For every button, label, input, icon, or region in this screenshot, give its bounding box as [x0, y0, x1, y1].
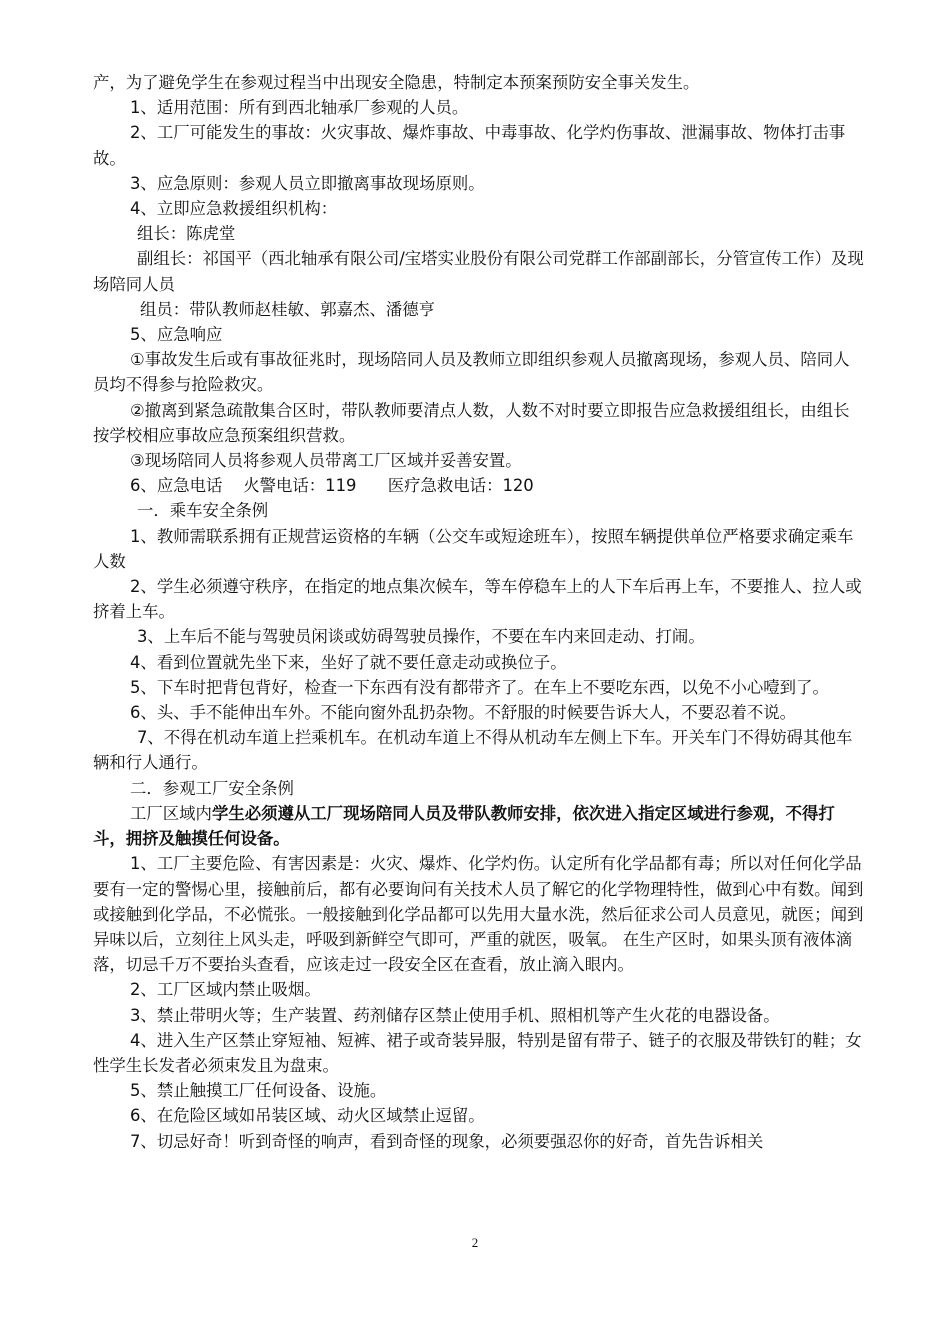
- paragraph-scope: 1、适用范围：所有到西北轴承厂参观的人员。: [130, 98, 469, 118]
- paragraph-response: 5、应急响应: [130, 325, 223, 345]
- paragraph-emergency-phones: 6、应急电话 火警电话：119 医疗急救电话：120: [130, 476, 534, 496]
- paragraph-factory-3: 3、禁止带明火等；生产装置、药剂储存区禁止使用手机、照相机等产生火花的电器设备。: [130, 1005, 780, 1025]
- paragraph-deputy-leader: 副组长：祁国平（西北轴承有限公司/宝塔实业股份有限公司党群工作部副部长，分管宣传工作）及现场陪同人员: [93, 249, 864, 294]
- paragraph-response-3: ③现场陪同人员将参观人员带离工厂区域并妥善安置。: [130, 451, 522, 471]
- paragraph-vehicle-2: 2、学生必须遵守秩序，在指定的地点集次候车，等车停稳车上的人下车后再上车，不要推人、拉人或挤着上车。: [93, 577, 862, 622]
- paragraph-vehicle-6: 6、头、手不能伸出车外。不能向窗外乱扔杂物。不舒服的时候要告诉大人，不要忍着不说。: [130, 703, 797, 723]
- paragraph-vehicle-5: 5、下车时把背包背好，检查一下东西有没有都带齐了。在车上不要吃东西，以免不小心噎到了。: [130, 677, 829, 697]
- paragraph: 产，为了避免学生在参观过程当中出现安全隐患，特制定本预案预防安全事关发生。: [93, 73, 700, 92]
- section-heading-vehicle-safety: 一．乘车安全条例: [137, 501, 269, 521]
- paragraph-factory-4: 4、进入生产区禁止穿短袖、短裤、裙子或奇装异服，特别是留有带子、链子的衣服及带铁钉的鞋；女性学生长发者必须束发且为盘束。: [93, 1030, 862, 1075]
- paragraph-response-1: ①事故发生后或有事故征兆时，现场陪同人员及教师立即组织参观人员撤离现场，参观人员、陪同人员均不得参与抢险救灾。: [93, 350, 850, 395]
- paragraph-response-2: ②撤离到紧急疏散集合区时，带队教师要清点人数，人数不对时要立即报告应急救援组组长，由组长按学校相应事故应急预案组织营救。: [93, 400, 850, 445]
- factory-intro-bold: 学生必须遵从工厂现场陪同人员及带队教师安排，依次进入指定区域进行参观，不得打斗，拥挤及触摸任何设备。: [93, 803, 835, 849]
- paragraph-organization: 4、立即应急救援组织机构：: [130, 199, 338, 219]
- paragraph-factory-5: 5、禁止触摸工厂任何设备、设施。: [130, 1081, 387, 1101]
- document-body: [93, 70, 865, 1154]
- paragraph-factory-1: 1、工厂主要危险、有害因素是：火灾、爆炸、化学灼伤。认定所有化学品都有毒；所以对任何化学品要有一定的警惕心里，接触前后，都有必要询问有关技术人员了解它的化学物理特性，做到心中有数。闻到或接触到化学品，不必慌张。一般接触到化学品都可以先用大量水洗，然后征求公司人员意见，就医；闻到异味以后，立刻往上风头走，呼吸到新鲜空气即可，严重的就医，吸氧。 在生产区时，如果头顶有液体滴落，切忌千万不要抬头查看，应该走过一段安全区在查看，放止滴入眼内。: [93, 854, 864, 975]
- paragraph-accidents: 2、工厂可能发生的事故：火灾事故、爆炸事故、中毒事故、化学灼伤事故、泄漏事故、物体打击事故。: [93, 123, 846, 168]
- paragraph-vehicle-7: 7、不得在机动车道上拦乘机车。在机动车道上不得从机动车左侧上下车。开关车门不得妨碍其他车辆和行人通行。: [93, 728, 853, 773]
- paragraph-leader: 组长：陈虎堂: [137, 224, 236, 244]
- factory-intro-lead: 工厂区域内: [130, 803, 212, 823]
- paragraph-vehicle-1: 1、教师需联系拥有正规营运资格的车辆（公交车或短途班车），按照车辆提供单位严格要求确定乘车人数: [93, 526, 854, 571]
- paragraph-factory-2: 2、工厂区域内禁止吸烟。: [130, 980, 321, 1000]
- page-number: 2: [471, 1235, 479, 1250]
- paragraph-members: 组员：带队教师赵桂敏、郭嘉杰、潘德亨: [140, 299, 436, 319]
- paragraph-factory-intro: [93, 801, 865, 851]
- paragraph-principle: 3、应急原则：参观人员立即撤离事故现场原则。: [130, 173, 485, 193]
- paragraph-vehicle-3: 3、上车后不能与驾驶员闲谈或妨碍驾驶员操作，不要在车内来回走动、打闹。: [137, 627, 705, 647]
- paragraph-factory-7: 7、切忌好奇！听到奇怪的响声，看到奇怪的现象，必须要强忍你的好奇，首先告诉相关: [130, 1131, 764, 1151]
- paragraph-vehicle-4: 4、看到位置就先坐下来，坐好了就不要任意走动或换位子。: [130, 652, 567, 672]
- section-heading-factory-safety: 二．参观工厂安全条例: [130, 778, 294, 798]
- paragraph-factory-6: 6、在危险区域如吊装区域、动火区域禁止逗留。: [130, 1106, 485, 1126]
